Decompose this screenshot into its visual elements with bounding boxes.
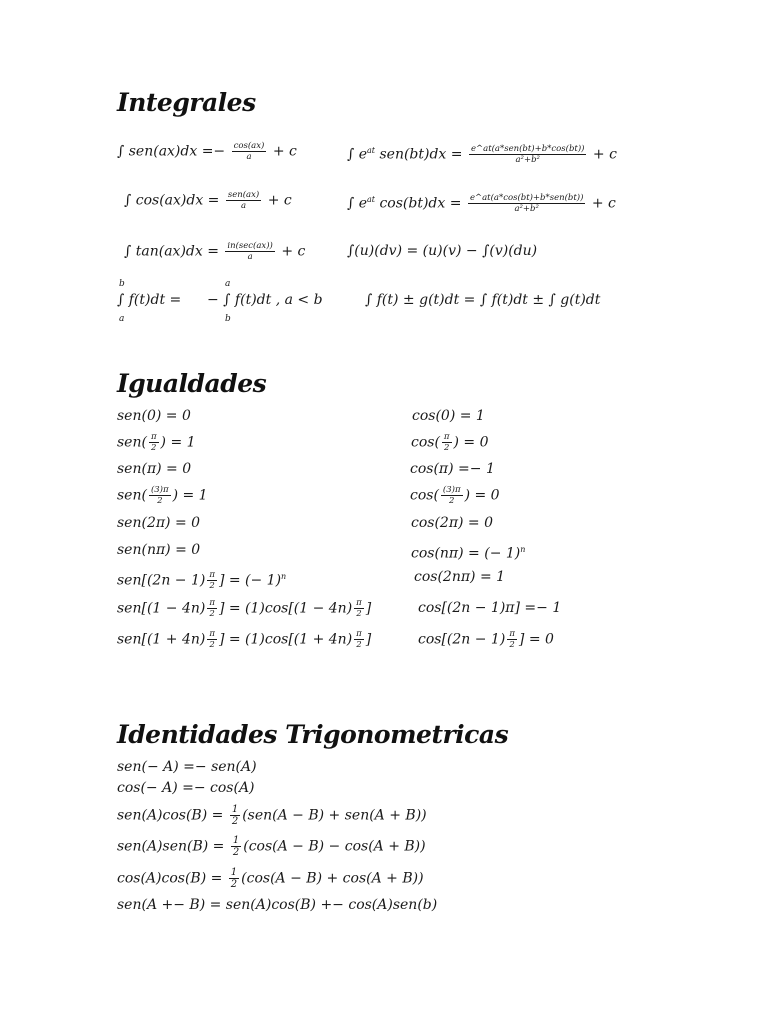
fraction: $\frac{\pi}{2}$ bbox=[443, 432, 450, 453]
equality-row-right: cos[(2n − 1) $\frac{\pi}{2}$ ] = 0 bbox=[418, 629, 554, 650]
fraction: $\frac{(3)\pi}{2}$ bbox=[150, 485, 169, 506]
heading-integrales: Integrales bbox=[117, 88, 256, 117]
integral-sen: ∫ sen(ax)dx =− $\frac{\cos(ax)}{a}$ + c bbox=[117, 141, 297, 162]
fraction: $\frac{\pi}{2}$ bbox=[209, 598, 215, 619]
upper-limit: a bbox=[225, 279, 231, 289]
equality-row-left: sen(2π) = 0 bbox=[117, 515, 201, 531]
integral-tan: ∫ tan(ax)dx = $\frac{in(\sec(ax))}{a}$ + c bbox=[124, 241, 306, 262]
fraction: $\frac{\text{sen(ax)}}{a}$ bbox=[227, 190, 260, 211]
integration-by-parts: ∫(u)(dv) = (u)(v) − ∫(v)(du) bbox=[347, 243, 538, 259]
definite-integral-right: − ∫ f(t)dt , a < b bbox=[207, 292, 323, 308]
identity-row: sen(A +− B) = sen(A)cos(B) +− cos(A)sen(b) bbox=[117, 897, 438, 913]
fraction: $\frac{1}{2}$ bbox=[231, 804, 239, 827]
equality-row-left: sen[(2n − 1) $\frac{\pi}{2}$ ] = (− 1)$^n$ bbox=[117, 570, 287, 592]
fraction: $\frac{\pi}{2}$ bbox=[209, 629, 215, 650]
lower-limit: a bbox=[119, 314, 125, 324]
equality-row-right: cos(0) = 1 bbox=[412, 408, 485, 424]
fraction: $\frac{\text{e\textasciicircum{}at(a*cos(bt)+b*sen(bt))}}{\text{a²+b²}}$ bbox=[469, 193, 584, 215]
identity-row: cos(− A) =− cos(A) bbox=[117, 780, 255, 796]
equality-row-right: cos(π) =− 1 bbox=[410, 461, 495, 477]
equality-row-left: sen[(1 − 4n) $\frac{\pi}{2}$ ] = (1)cos[(1 − 4n) $\frac{\pi}{2}$ ] bbox=[117, 598, 372, 619]
fraction: $\frac{\pi}{2}$ bbox=[356, 629, 362, 650]
equality-row-right: cos( $\frac{(3)\pi}{2}$ ) = 0 bbox=[410, 485, 500, 506]
identity-row: sen(A)cos(B) = $\frac{1}{2}$ (sen(A − B) + sen(A + B)) bbox=[117, 804, 427, 827]
equality-row-right: cos( $\frac{\pi}{2}$ ) = 0 bbox=[411, 432, 489, 453]
integral-exp-cos: ∫ $e^{at}$ cos(bt)dx = $\frac{\text{e\textasciicircum{}at(a*cos(bt)+b*sen(bt))}}{\text{a²+b²}}$ + c bbox=[347, 193, 616, 215]
fraction: $\frac{1}{2}$ bbox=[232, 835, 240, 858]
fraction: $\frac{1}{2}$ bbox=[230, 867, 238, 890]
identity-row: sen(− A) =− sen(A) bbox=[117, 759, 257, 775]
fraction: $\frac{\text{e\textasciicircum{}at(a*sen(bt)+b*cos(bt))}}{\text{a²+b²}}$ bbox=[470, 144, 585, 166]
lower-limit: b bbox=[225, 314, 231, 324]
equality-row-right: cos[(2n − 1)π] =− 1 bbox=[418, 600, 562, 616]
equality-row-left: sen( $\frac{(3)\pi}{2}$ ) = 1 bbox=[117, 485, 208, 506]
heading-identidades: Identidades Trigonometricas bbox=[117, 720, 509, 749]
fraction: $\frac{in(\sec(ax))}{a}$ bbox=[227, 241, 273, 262]
fraction: $\frac{\pi}{2}$ bbox=[209, 570, 215, 592]
definite-integral-left: ∫ f(t)dt = bbox=[117, 292, 182, 308]
fraction: $\frac{(3)\pi}{2}$ bbox=[442, 485, 461, 506]
upper-limit: b bbox=[119, 279, 125, 289]
identity-row: sen(A)sen(B) = $\frac{1}{2}$ (cos(A − B) − cos(A + B)) bbox=[117, 835, 426, 858]
equality-row-left: sen( $\frac{\pi}{2}$ ) = 1 bbox=[117, 432, 196, 453]
equality-row-right: cos(nπ) = (− 1)$^n$ bbox=[411, 545, 526, 562]
fraction: $\frac{\pi}{2}$ bbox=[509, 629, 515, 650]
identity-row: cos(A)cos(B) = $\frac{1}{2}$ (cos(A − B) + cos(A + B)) bbox=[117, 867, 424, 890]
integral-linearity: ∫ f(t) ± g(t)dt = ∫ f(t)dt ± ∫ g(t)dt bbox=[365, 292, 601, 308]
equality-row-right: cos(2nπ) = 1 bbox=[414, 569, 506, 585]
equality-row-left: sen[(1 + 4n) $\frac{\pi}{2}$ ] = (1)cos[(1 + 4n) $\frac{\pi}{2}$ ] bbox=[117, 629, 372, 650]
fraction: $\frac{\pi}{2}$ bbox=[150, 432, 157, 453]
fraction: $\frac{\cos(ax)}{a}$ bbox=[233, 141, 265, 162]
equality-row-left: sen(nπ) = 0 bbox=[117, 542, 201, 558]
integral-exp-sen: ∫ $e^{at}$ sen(bt)dx = $\frac{\text{e\textasciicircum{}at(a*sen(bt)+b*cos(bt))}}{\text{a²+b²}}$ + c bbox=[347, 144, 617, 166]
heading-igualdades: Igualdades bbox=[117, 369, 267, 398]
fraction: $\frac{\pi}{2}$ bbox=[356, 598, 362, 619]
equality-row-right: cos(2π) = 0 bbox=[411, 515, 494, 531]
equality-row-left: sen(0) = 0 bbox=[117, 408, 191, 424]
equality-row-left: sen(π) = 0 bbox=[117, 461, 192, 477]
integral-cos: ∫ cos(ax)dx = $\frac{\text{sen(ax)}}{a}$ + c bbox=[124, 190, 292, 211]
